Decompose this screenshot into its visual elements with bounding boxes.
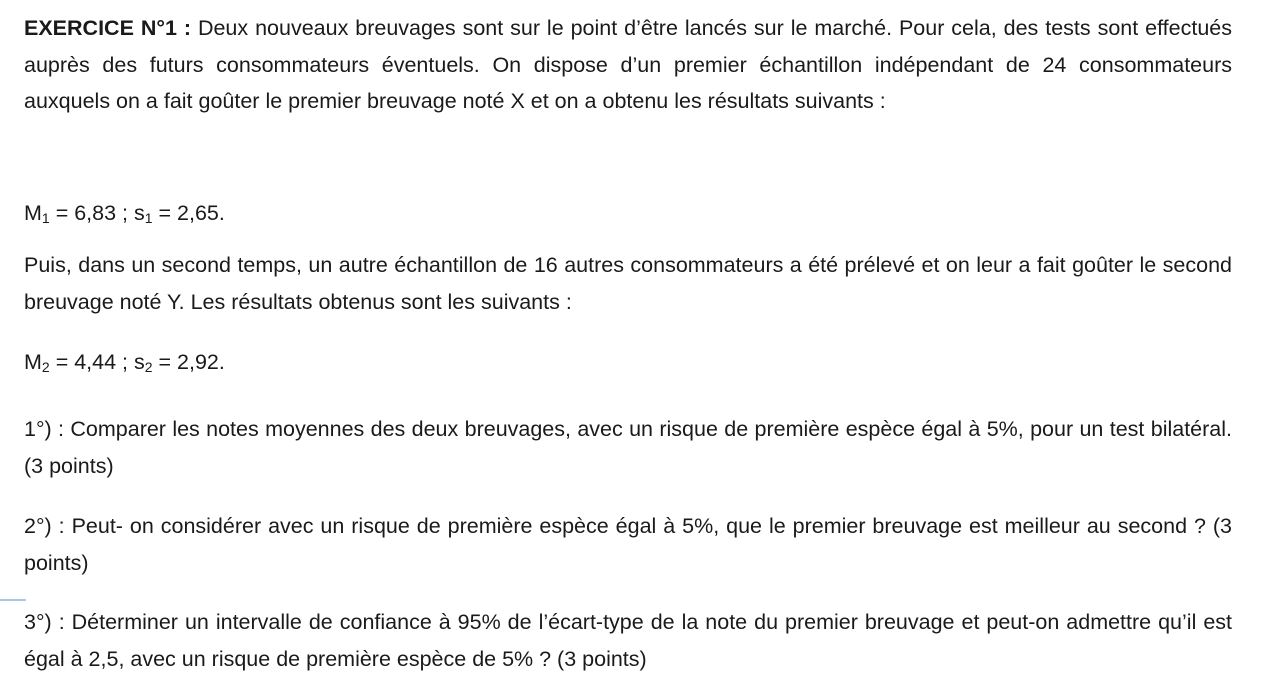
sample1-sd-value: = 2,65.	[152, 201, 225, 225]
question-2: 2°) : Peut- on considérer avec un risque de première espèce égal à 5%, que le premier breuvage est meilleur au second ? (3 points)	[24, 514, 1232, 575]
scan-artifact-line	[0, 599, 26, 601]
exercise-title: EXERCICE N°1 :	[24, 16, 192, 40]
sample1-results	[24, 195, 1232, 232]
sample2-results	[24, 344, 1232, 381]
sample2-sd-value: = 2,92.	[152, 350, 225, 374]
sample1-sd-symbol: s	[134, 201, 145, 225]
sample2-mean-value: = 4,44 ;	[49, 350, 134, 374]
sample1-mean-value: = 6,83 ;	[49, 201, 134, 225]
sample2-sd-subscript: 2	[144, 359, 153, 375]
exercise-intro-text: Deux nouveaux breuvages sont sur le point d’être lancés sur le marché. Pour cela, des tests sont effectués auprès des futurs consommateurs éventuels. On dispose d’un premier échantillon indépendant de 24 consommateurs auxquels on a fait goûter le premier breuvage noté X et on a obtenu les résultats suivants :	[24, 16, 1232, 113]
question-1: 1°) : Comparer les notes moyennes des deux breuvages, avec un risque de première espèce égal à 5%, pour un test bilatéral. (3 points)	[24, 417, 1232, 478]
sample2-sd-symbol: s	[134, 350, 145, 374]
sample2-mean-subscript: 2	[41, 359, 50, 375]
question-3: 3°) : Déterminer un intervalle de confiance à 95% de l’écart-type de la note du premier breuvage et peut-on admettre qu’il est égal à 2,5, avec un risque de première espèce de 5% ? (3 points)	[24, 610, 1232, 671]
exercise-intro-paragraph	[24, 10, 1232, 120]
sample1-mean-subscript: 1	[41, 210, 50, 226]
sample1-sd-subscript: 1	[144, 210, 153, 226]
sample1-mean-symbol: M	[24, 201, 42, 225]
sample2-mean-symbol: M	[24, 350, 42, 374]
second-sample-paragraph: Puis, dans un second temps, un autre échantillon de 16 autres consommateurs a été prélevé et on leur a fait goûter le second breuvage noté Y. Les résultats obtenus sont les suivants :	[24, 253, 1232, 314]
